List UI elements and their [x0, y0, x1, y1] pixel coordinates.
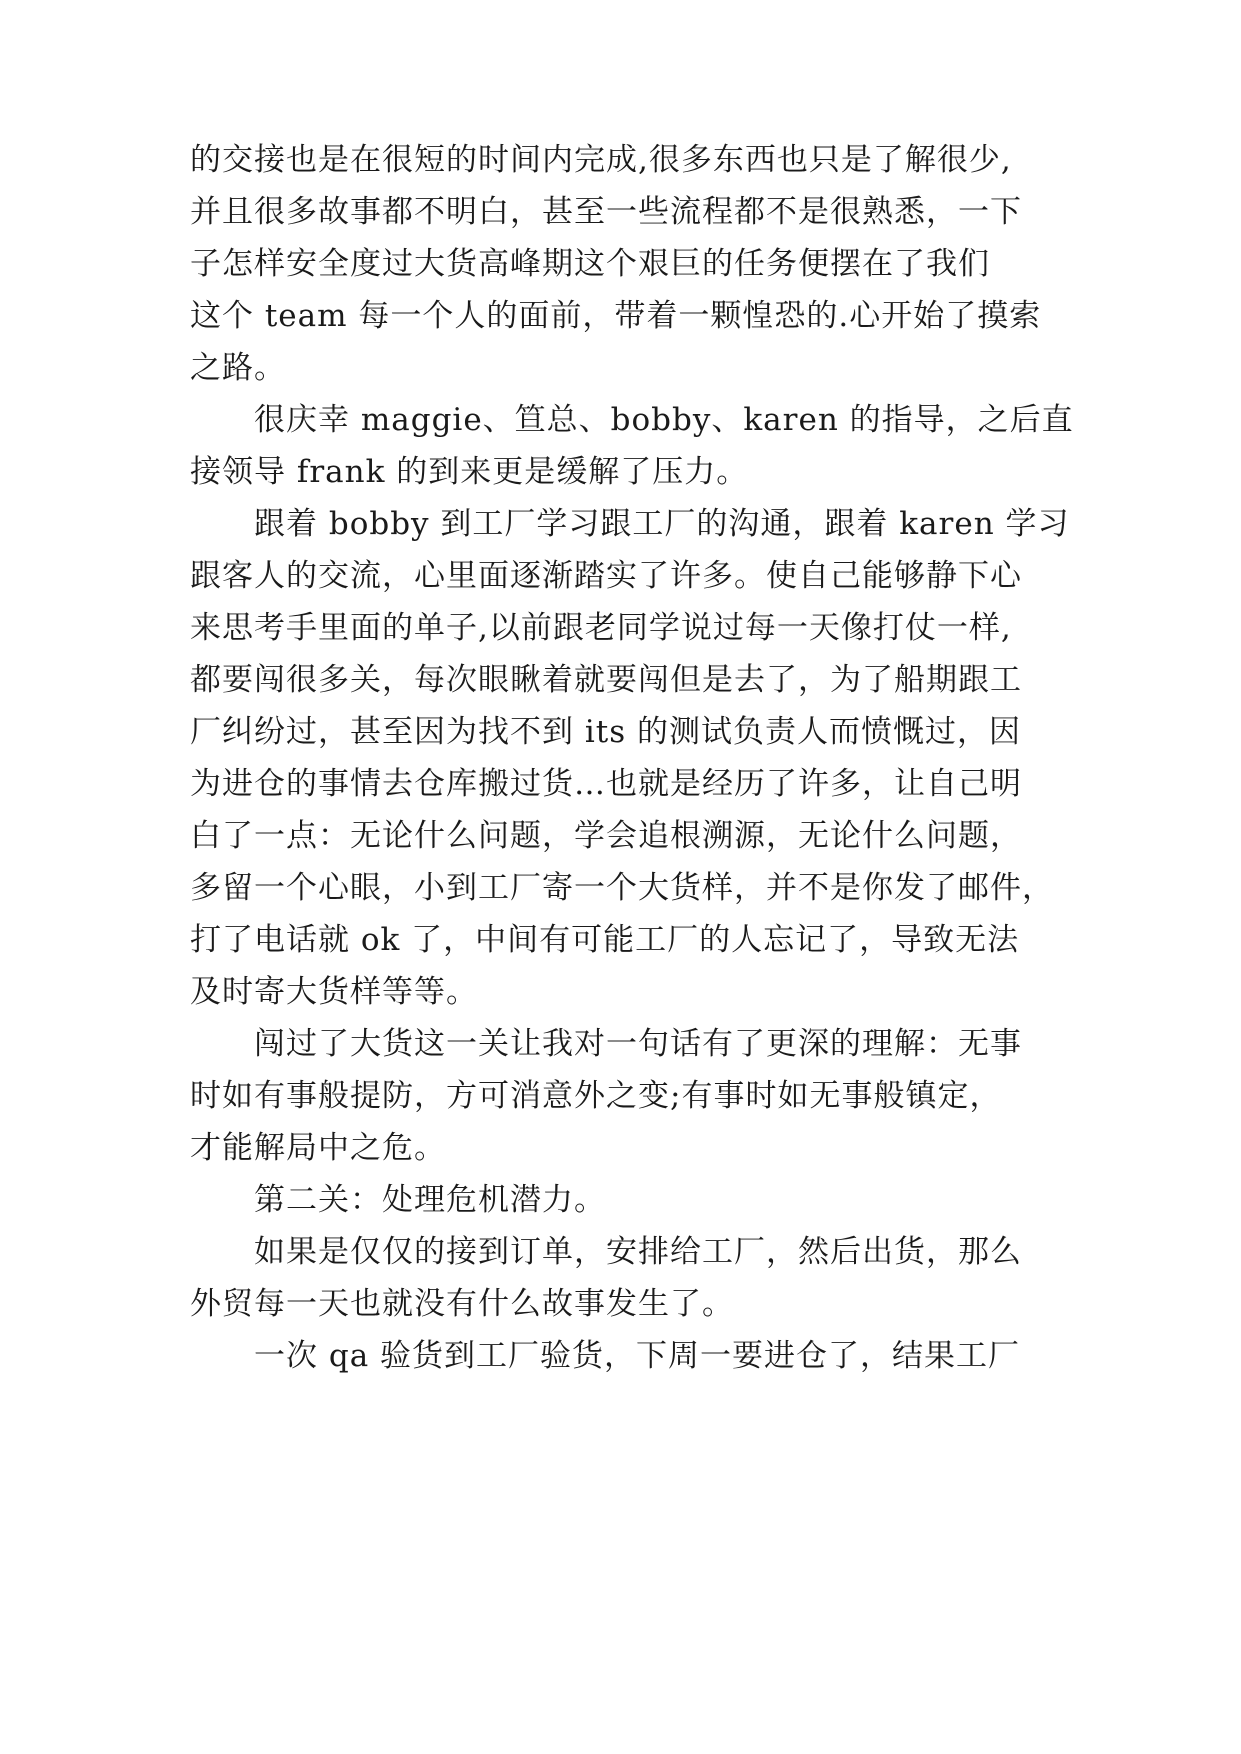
text-line: 跟着 bobby 到工厂学习跟工厂的沟通，跟着 karen 学习: [254, 506, 1070, 542]
text-line: 如果是仅仅的接到订单，安排给工厂，然后出货，那么: [254, 1234, 1022, 1270]
text-line: 白了一点：无论什么问题，学会追根溯源，无论什么问题，: [190, 818, 1022, 854]
text-line: 来思考手里面的单子,以前跟老同学说过每一天像打仗一样,: [190, 610, 1012, 646]
section-heading: 第二关：处理危机潜力。: [254, 1182, 606, 1218]
text-line: 时如有事般提防，方可消意外之变;有事时如无事般镇定，: [190, 1078, 1002, 1114]
text-line: 接领导 frank 的到来更是缓解了压力。: [190, 454, 749, 490]
text-line: 跟客人的交流，心里面逐渐踏实了许多。使自己能够静下心: [190, 558, 1022, 594]
text-line: 这个 team 每一个人的面前，带着一颗惶恐的.心开始了摸索: [190, 298, 1042, 334]
text-line: 外贸每一天也就没有什么故事发生了。: [190, 1286, 734, 1322]
text-line: 的交接也是在很短的时间内完成,很多东西也只是了解很少,: [190, 142, 1012, 178]
text-line: 多留一个心眼，小到工厂寄一个大货样，并不是你发了邮件，: [190, 870, 1054, 906]
text-line: 为进仓的事情去仓库搬过货…也就是经历了许多，让自己明: [190, 766, 1022, 802]
text-line: 很庆幸 maggie、笪总、bobby、karen 的指导，之后直: [254, 402, 1074, 438]
text-line: 闯过了大货这一关让我对一句话有了更深的理解：无事: [254, 1026, 1022, 1062]
text-line: 子怎样安全度过大货高峰期这个艰巨的任务便摆在了我们: [190, 246, 990, 282]
text-line: 一次 qa 验货到工厂验货，下周一要进仓了，结果工厂: [254, 1338, 1021, 1374]
text-line: 都要闯很多关，每次眼瞅着就要闯但是去了，为了船期跟工: [190, 662, 1022, 698]
text-line: 及时寄大货样等等。: [190, 974, 478, 1010]
text-line: 才能解局中之危。: [190, 1130, 446, 1166]
text-line: 并且很多故事都不明白，甚至一些流程都不是很熟悉，一下: [190, 194, 1022, 230]
text-line: 厂纠纷过，甚至因为找不到 its 的测试负责人而愤慨过，因: [190, 714, 1021, 750]
text-line: 打了电话就 ok 了，中间有可能工厂的人忘记了，导致无法: [190, 922, 1020, 958]
text-line: 之路。: [190, 350, 286, 386]
